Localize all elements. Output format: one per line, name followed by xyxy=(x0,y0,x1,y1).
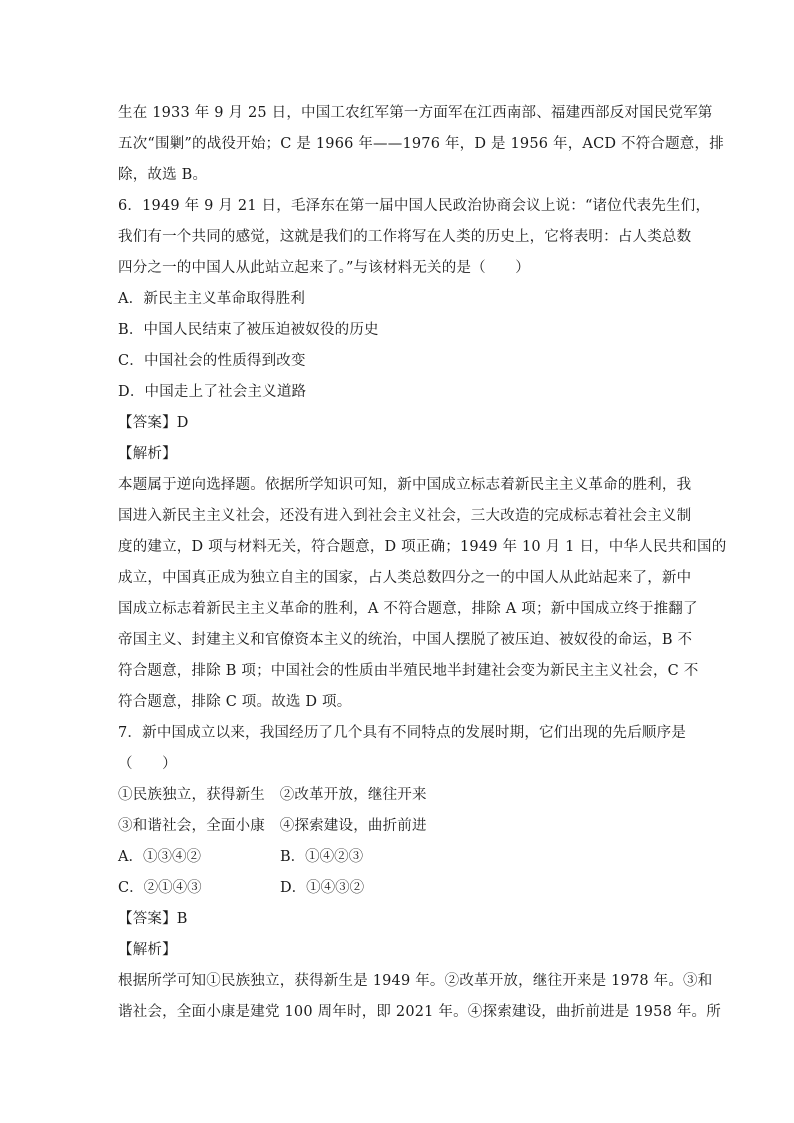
question-7-option-a: A．①③④② xyxy=(118,849,201,865)
analysis-text: 帝国主义、封建主义和官僚资本主义的统治，中国人摆脱了被压迫、被奴役的命运，B 不 xyxy=(118,632,693,648)
analysis-text: 成立，中国真正成为独立自主的国家，占人类总数四分之一的中国人从此站起来了，新中 xyxy=(118,570,692,586)
question-7-item-list: ①民族独立，获得新生 ②改革开放，继往开来 xyxy=(118,787,427,803)
question-7-option-c: C．②①④③ xyxy=(118,880,202,896)
analysis-label: 【解析】 xyxy=(118,446,177,462)
text-line: 生在 1933 年 9 月 25 日，中国工农红军第一方面军在江西南部、福建西部反对国民党军第 xyxy=(118,105,713,121)
question-6-option-d: D．中国走上了社会主义道路 xyxy=(118,384,307,400)
question-6-stem: 我们有一个共同的感觉，这就是我们的工作将写在人类的历史上，它将表明：占人类总数 xyxy=(118,229,692,245)
analysis-text: 国进入新民主主义社会，还没有进入到社会主义社会，三大改造的完成标志着社会主义制 xyxy=(118,508,692,524)
question-7-item-list: ③和谐社会，全面小康 ④探索建设，曲折前进 xyxy=(118,818,427,834)
question-6-option-a: A．新民主主义革命取得胜利 xyxy=(118,291,306,307)
analysis-text: 谐社会，全面小康是建党 100 周年时，即 2021 年。④探索建设，曲折前进是 1958 年。所 xyxy=(118,1004,721,1020)
text-line: 五次“围剿”的战役开始；C 是 1966 年——1976 年，D 是 1956 年，ACD 不符合题意，排 xyxy=(118,136,724,152)
document-body xyxy=(118,98,727,1028)
analysis-text: 本题属于逆向选择题。依据所学知识可知，新中国成立标志着新民主主义革命的胜利，我 xyxy=(118,477,692,493)
question-7-stem: （ ） xyxy=(118,756,177,772)
question-6-option-c: C．中国社会的性质得到改变 xyxy=(118,353,306,369)
question-6-option-b: B．中国人民结束了被压迫被奴役的历史 xyxy=(118,322,379,338)
question-7-option-d: D．①④③② xyxy=(280,880,365,896)
analysis-text: 符合题意，排除 B 项；中国社会的性质由半殖民地半封建社会变为新民主主义社会，C 不 xyxy=(118,663,699,679)
question-7-stem: 7．新中国成立以来，我国经历了几个具有不同特点的发展时期，它们出现的先后顺序是 xyxy=(118,725,687,741)
analysis-text: 符合题意，排除 C 项。故选 D 项。 xyxy=(118,694,352,710)
answer-label: 【答案】D xyxy=(118,415,189,431)
analysis-text: 度的建立，D 项与材料无关，符合题意，D 项正确；1949 年 10 月 1 日，中华人民共和国的 xyxy=(118,539,727,555)
analysis-label: 【解析】 xyxy=(118,942,177,958)
question-7-options-row xyxy=(118,842,678,873)
answer-label: 【答案】B xyxy=(118,911,188,927)
analysis-text: 国成立标志着新民主主义革命的胜利，A 不符合题意，排除 A 项；新中国成立终于推翻了 xyxy=(118,601,698,617)
analysis-text: 根据所学可知①民族独立，获得新生是 1949 年。②改革开放，继往开来是 1978 年。③和 xyxy=(118,973,713,989)
text-line: 除，故选 B。 xyxy=(118,167,208,183)
question-7-option-b: B．①④②③ xyxy=(280,849,364,865)
question-7-options-row xyxy=(118,873,678,904)
question-6-stem: 四分之一的中国人从此站立起来了。”与该材料无关的是（ ） xyxy=(118,260,530,276)
question-6-stem: 6．1949 年 9 月 21 日，毛泽东在第一届中国人民政治协商会议上说：“诸位代表先生们， xyxy=(118,198,711,214)
